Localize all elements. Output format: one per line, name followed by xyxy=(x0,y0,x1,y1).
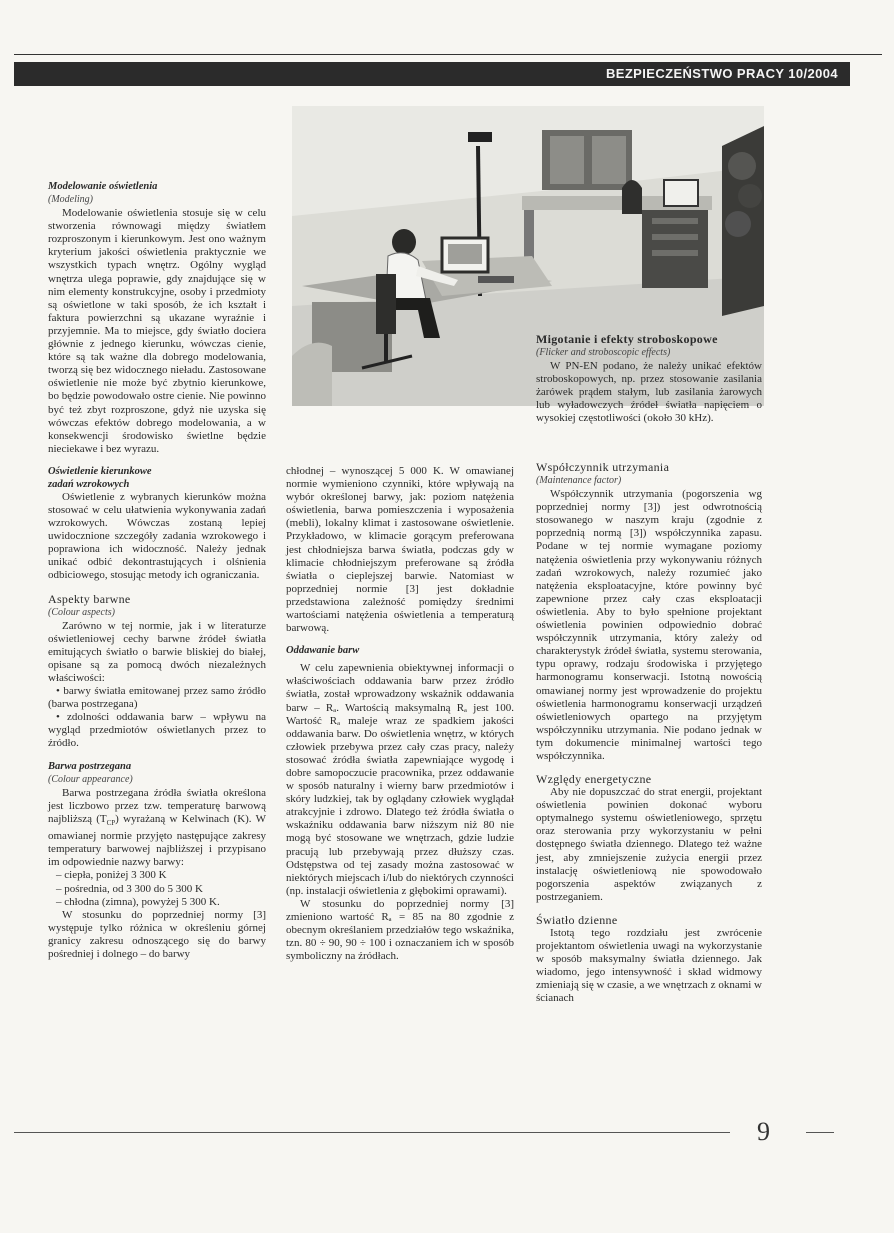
list-item: – ciepła, poniżej 3 300 K xyxy=(56,869,167,882)
section-heading-barwa-postrzegana: Barwa postrzegana xyxy=(48,760,132,772)
section-subheading-modeling: (Modeling) xyxy=(48,194,93,205)
section-heading-aspekty-barwne: Aspekty barwne xyxy=(48,591,131,606)
section-heading-modelowanie: Modelowanie oświetlenia xyxy=(48,181,158,192)
column-3 xyxy=(536,460,762,1005)
section-heading-swiatlo-dzienne: Światło dzienne xyxy=(536,912,618,927)
paragraph-stosunek: W stosunku do poprzedniej normy [3] występuje tylko różnica w określeniu górnej granicy zakresu odnoszącego się do barwy pośredniej i dolnego – do barwy xyxy=(48,908,266,960)
paragraph-migotanie: W PN-EN podano, że należy unikać efektów stroboskopowych, np. przez stosowanie zasilania żarówek prądem stałym, lub zasilania żarowych lub wyładowczych źródeł światła napięciem o wysokiej częstotliwości (około 30 kHz). xyxy=(536,360,762,425)
section-subheading-colour-aspects: (Colour aspects) xyxy=(48,606,115,618)
section-heading-kierunkowe: Oświetlenie kierunkowe xyxy=(48,465,152,477)
section-heading-migotanie: Migotanie i efekty stroboskopowe xyxy=(536,332,718,346)
paragraph-continuation: chłodnej – wynoszącej 5 000 K. W omawianej normie wymieniono czynniki, które wpływają na wybór określonej barwy, jak: poziom natężenia oświetlenia, barwa pomieszczenia i wyposażenia (mebli), lokalny klimat i zastosowane oświetlenie. Przykładowo, w klimacie gorącym preferowana jest chłodniejsza barwa światła, podczas gdy w klimacie chłodniejszym preferowane są źródła światła o cieplejszej barwie. Natomiast w poprzedniej normie [3] jest dokładnie przedstawiona zależność pomiędzy średnimi wartościami natężenia oświetlenia a temperaturą barwową. xyxy=(286,465,514,635)
paragraph-wzgledy: Aby nie dopuszczać do strat energii, projektant oświetlenia powinien dokonać wyboru optymalnego systemu oświetleniowego, sprzętu oraz sterowania przy wykorzystaniu w pełni dostępnego światła dziennego. Dlatego też ważne jest, aby zmniejszenie zużycia energii przez instalację oświetleniową nie spowodowało pogorszenia aspektów związanych z postrzeganiem. xyxy=(536,786,762,903)
bottom-rule-right xyxy=(806,1132,834,1133)
journal-header: BEZPIECZEŃSTWO PRACY 10/2004 xyxy=(14,62,850,86)
list-item: • zdolności oddawania barw – wpływu na wygląd przedmiotów oświetlanych przez to źródło. xyxy=(48,711,266,750)
section-subheading-colour-appearance: (Colour appearance) xyxy=(48,773,133,785)
paragraph-aspekty-barwne: Zarówno w tej normie, jak i w literaturze oświetleniowej cechy barwne źródeł światła emitujących światło o barwie bliskiej do białej, opisane są za pomocą dwóch niezależnych właściwości: xyxy=(48,619,266,684)
page-number: 9 xyxy=(757,1117,770,1146)
section-heading-wzgledy: Względy energetyczne xyxy=(536,772,652,787)
paragraph-barwa-postrzegana: Barwa postrzegana źródła światła określona jest liczbowo przez tzw. temperaturę barwową najbliższą $(T_{CP})$ wyrażaną w Kelwinach (K). W omawianej normie przyjęto następujące zakresy temperatury barwowej najbliższej i przypisano im odpowiednie nazwy barwy: xyxy=(48,786,266,869)
list-item: – chłodna (zimna), powyżej 5 300 K. xyxy=(56,895,220,908)
section-heading-oddawanie-barw: Oddawanie barw xyxy=(286,645,360,657)
section-subheading-maintenance: (Maintenance factor) xyxy=(536,475,622,486)
column-1 xyxy=(48,180,266,961)
section-heading-kierunkowe-line2: zadań wzrokowych xyxy=(48,478,130,490)
paragraph-kierunkowe: Oświetlenie z wybranych kierunków można stosować w celu ułatwienia wykonywania zadań wzrokowych. Wówczas zostaną lepiej uwidocznione szczegóły zadania wzrokowego i poprawiona ich widoczność. Należy jednak unikać odbić dekontrastujących i olśnienia odbiciowego, stosując metody ich ograniczania. xyxy=(48,490,266,582)
paragraph-modelowanie: Modelowanie oświetlenia stosuje się w celu stworzenia równowagi między światłem rozproszonym i kierunkowym. Jest ono ważnym kryterium jakości oświetlenia praktycznie we wszystkich typach wnętrz. Ogólny wygląd wnętrza ulega poprawie, gdy znajdujące się w nim elementy konstrukcyjne, osoby i przedmioty są oświetlone w taki sposób, że ich kształt i faktura powierzchni są ukazane wyraźnie i przyjemnie. Ma to miejsce, gdy światło dociera głównie z jednego kierunku, wówczas cienie, które są tak ważne dla dobrego modelowania, tworzą się bez widocznego nieładu. Zastosowane oświetlenie nie może być zbytnio kierunkowe, bo będzie powodowało ostre cienie. Nie powinno być też zbyt rozproszone, gdyż nie uzyska się wówczas efektów dobrego modelowania, a w konsekwencji środowisko świetlne będzie nieciekawe i bez wyrazu. xyxy=(48,207,266,455)
paragraph-stosunek-ra: W stosunku do poprzedniej normy [3] zmieniono wartość Rₐ = 85 na 80 zgodnie z obecnym określaniem przedziałów tego wskaźnika, tzn. 80 ÷ 90, 90 ÷ 100 i oznaczaniem ich w sposób symboliczny na źródłach. xyxy=(286,897,514,963)
section-subheading-flicker: (Flicker and stroboscopic effects) xyxy=(536,347,671,358)
bottom-rule xyxy=(14,1132,730,1133)
list-item: • barwy światła emitowanej przez samo źródło (barwa postrzegana) xyxy=(48,685,266,711)
list-item: – pośrednia, od 3 300 do 5 300 K xyxy=(56,882,203,895)
section-heading-wspolczynnik: Współczynnik utrzymania xyxy=(536,460,670,474)
column-2 xyxy=(286,465,514,963)
top-rule xyxy=(14,54,882,55)
column-3-top xyxy=(536,332,762,426)
paragraph-oddawanie-barw: W celu zapewnienia obiektywnej informacji o właściwościach oddawania barw przez źródło światła, został wprowadzony wskaźnik oddawania barw – Rₐ. Wartością maksymalną Rₐ jest 100. Wartość Rₐ maleje wraz ze spadkiem jakości oddawania barw. Do oświetlenia wnętrz, w których człowiek przebywa przez cały czas pracy, należy stosować źródła światła zapewniające wygodę i dobre samopoczucie pracownika, przez oddawanie w sposób naturalny i wierny barw przedmiotów i skóry ludzkiej, tak by oglądany człowiek wyglądał atrakcyjnie i zdrowo. Dlatego też źródła światła o wskaźniku oddawania barw niższym niż 80 nie mogą być stosowane we wnętrzach, gdzie ludzie pracują lub przebywają przez dłuższy czas. Odstępstwa od tej zasady można zastosować w niektórych miejscach i/lub do niektórych czynności (np. instalacji oświetlenia z głębokimi oprawami). xyxy=(286,662,514,897)
paragraph-wspolczynnik: Współczynnik utrzymania (pogorszenia wg poprzedniej normy [3]) jest odwrotnością stosowanego w naszym kraju (zgodnie z poprzednią normą [3]) współczynnika zapasu. Podane w tej normie wymagane poziomy natężenia oświetlenia przy wykonywaniu różnych zadań wzrokowych, należy rozumieć jako natężenia eksploatacyjne, które powinny być zapewnione przez cały czas eksploatacji oświetlenia. Aby to było spełnione projektant oświetlenia powinien odpowiednio dobrać współczynnik utrzymania, który zależy od charakterystyk źródeł światła, systemu sterowania, typu oprawy, rodzaju środowiska i przyjętego harmonogramu konserwacji. Istotną nowością omawianej normy jest wprowadzenie do projektu oświetlenia harmonogramu konserwacji urządzeń oświetleniowych opartego na przyjętym współczynniku utrzymania. Nie podano jednak w tym dokumencie minimalnej wartości tego współczynnika. xyxy=(536,488,762,762)
paragraph-swiatlo-dzienne: Istotą tego rozdziału jest zwrócenie projektantom oświetlenia uwagi na wykorzystanie w sposób maksymalny światła dziennego. Jak wiadomo, jego intensywność i skład widmowy zmieniają się w czasie, a we wnętrzach z oknami w ścianach xyxy=(536,926,763,1005)
